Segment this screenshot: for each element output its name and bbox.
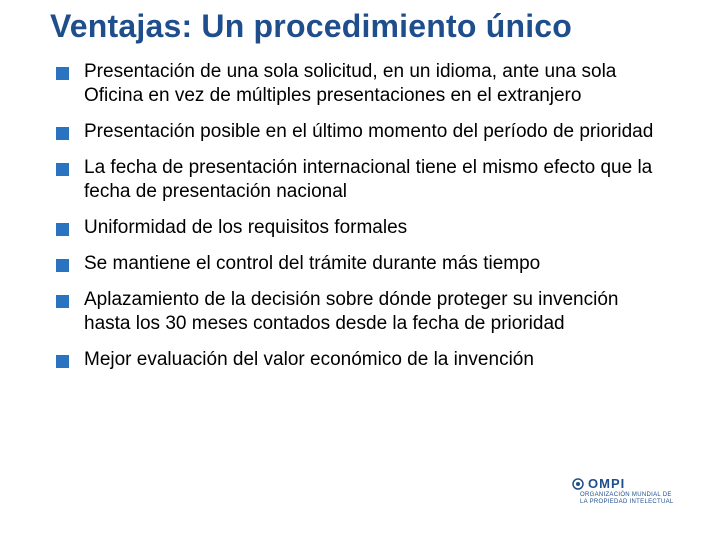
square-bullet-icon bbox=[56, 295, 69, 308]
square-bullet-icon bbox=[56, 163, 69, 176]
bullet-text: Presentación posible en el último momento del período de prioridad bbox=[84, 121, 654, 142]
bullet-text: Uniformidad de los requisitos formales bbox=[84, 217, 408, 238]
square-bullet-icon bbox=[56, 355, 69, 368]
ompi-emblem-icon bbox=[572, 478, 584, 490]
bullet-text: Mejor evaluación del valor económico de la invención bbox=[84, 349, 534, 370]
bullet-list bbox=[56, 60, 666, 384]
bullet-text: La fecha de presentación internacional tiene el mismo efecto que la fecha de presentación nacional bbox=[84, 157, 653, 202]
bullet-text: Aplazamiento de la decisión sobre dónde proteger su invención hasta los 30 meses contados desde la fecha de prioridad bbox=[84, 289, 619, 334]
bullet-item bbox=[56, 60, 666, 108]
bullet-item bbox=[56, 288, 666, 336]
bullet-item bbox=[56, 348, 666, 372]
bullet-text: Se mantiene el control del trámite durante más tiempo bbox=[84, 253, 541, 274]
square-bullet-icon bbox=[56, 259, 69, 272]
bullet-item bbox=[56, 120, 666, 144]
bullet-item bbox=[56, 216, 666, 240]
logo-name: OMPI bbox=[588, 476, 626, 491]
square-bullet-icon bbox=[56, 223, 69, 236]
bullet-text: Presentación de una sola solicitud, en un idioma, ante una sola Oficina en vez de múltiples presentaciones en el extranjero bbox=[84, 61, 617, 106]
logo-subtitle: ORGANIZACIÓN MUNDIAL DE LA PROPIEDAD INTELECTUAL bbox=[580, 492, 674, 505]
square-bullet-icon bbox=[56, 127, 69, 140]
bullet-item bbox=[56, 252, 666, 276]
ompi-logo bbox=[572, 478, 672, 518]
slide-title: Ventajas: Un procedimiento único bbox=[50, 8, 573, 44]
square-bullet-icon bbox=[56, 67, 69, 80]
bullet-item bbox=[56, 156, 666, 204]
